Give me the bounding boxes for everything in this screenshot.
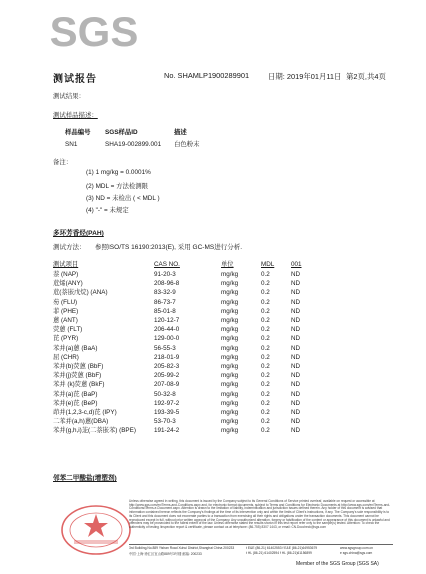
sgs-sample-id: SHA19-002899.001	[105, 141, 162, 148]
testing-seal-stamp	[56, 494, 140, 558]
mdl-cell: 0.2	[261, 335, 270, 343]
table-row	[53, 353, 321, 362]
unit-cell: mg/kg	[221, 390, 239, 398]
cas-no-cell: 129-00-0	[154, 335, 180, 343]
unit-cell: mg/kg	[221, 409, 239, 417]
unit-cell: mg/kg	[221, 418, 239, 426]
legal-disclaimer: Unless otherwise agreed in writing, this document is issued by the Company subject to its General Conditions of Service printed overleaf, available on request or accessible at http://www.sgs.com/en/Terms-and-Conditions.aspx and, for electronic format documents, subject to Terms and Conditions for Electronic Documents at http://www.sgs.com/en/Terms-and-Conditions/Terms-e-Document.aspx. Attention is drawn to the limitation of liability, indemnification and jurisdiction issues defined therein. Any holder of this document is advised that information contained hereon reflects the Company's findings at the time of its intervention only and within the limits of Client's instructions, if any. The Company's sole responsibility is to its Client and this document does not exonerate parties to a transaction from exercising all their rights and obligations under the transaction documents. This document cannot be reproduced except in full, without prior written approval of the Company. Any unauthorized alteration, forgery or falsification of the content or appearance of this document is unlawful and offenders may be prosecuted to the fullest extent of the law. Unless otherwise stated the results shown in this test report refer only to the sample(s) tested. Attention: To check the authenticity of testing /inspection report & certificate, please contact us at telephone: (86-755) 8307 1443, or email: CN.Doccheck@sgs.com	[129, 499, 391, 529]
result-001-cell: ND	[291, 363, 301, 371]
unit-cell: mg/kg	[221, 353, 239, 361]
table-row	[53, 417, 321, 426]
test-item-cell: 屈 (CHR)	[53, 353, 79, 361]
unit-cell: mg/kg	[221, 399, 239, 407]
pah-results-table	[53, 260, 321, 436]
report-date: 日期: 2019年01月11日	[268, 72, 342, 81]
test-result-label: 测试结果：	[53, 93, 85, 100]
test-item-cell: 芘 (PYR)	[53, 335, 79, 343]
email-link[interactable]: e sgs.china@sgs.com	[340, 551, 373, 555]
mdl-cell: 0.2	[261, 353, 270, 361]
cas-no-cell: 218-01-9	[154, 353, 180, 361]
mdl-cell: 0.2	[261, 271, 270, 278]
cas-no-cell: 86-73-7	[154, 298, 176, 306]
table-row	[53, 380, 321, 389]
page-number: 第2页,共4页	[346, 72, 386, 81]
cas-no-cell: 85-01-8	[154, 307, 176, 315]
result-001-cell: ND	[291, 427, 301, 435]
unit-cell: mg/kg	[221, 372, 239, 380]
test-item-cell: 苯并(a)芘 (BaP)	[53, 390, 98, 398]
result-001-cell: ND	[291, 344, 301, 352]
test-item-cell: 茚并(1,2,3-c,d)芘 (IPY)	[53, 409, 117, 417]
test-item-cell: 苯并(b)荧蒽 (BbF)	[53, 363, 104, 371]
result-001-cell: ND	[291, 307, 301, 315]
pah-table-body	[53, 270, 321, 436]
unit-cell: mg/kg	[221, 289, 239, 297]
phthalate-section-title: 邻苯二甲酸盐(增塑剂)	[53, 475, 117, 482]
sgs-sample-id-header: SGS样品ID	[105, 129, 138, 136]
cas-no-cell: 193-39-5	[154, 409, 180, 417]
cas-no-cell: 205-99-2	[154, 372, 180, 380]
telephone-cn: t HL (86-21) 61402594 f HL (86-21)61156899	[246, 551, 312, 555]
footer-divider	[129, 544, 393, 545]
mdl-cell: 0.2	[261, 418, 270, 426]
cas-no-cell: 191-24-2	[154, 427, 180, 435]
table-row	[53, 390, 321, 399]
sample-desc-label: 测试样品描述：	[53, 112, 98, 119]
sgs-member-note: Member of the SGS Group (SGS SA)	[296, 561, 379, 567]
result-001-cell: ND	[291, 381, 301, 389]
table-row	[53, 298, 321, 307]
cas-no-cell: 208-96-8	[154, 280, 180, 288]
test-item-cell: 二苯并(a,h)蒽(DBA)	[53, 418, 109, 426]
result-001-cell: ND	[291, 280, 301, 288]
unit-cell: mg/kg	[221, 344, 239, 352]
sample-table-header	[65, 127, 187, 136]
mdl-cell: 0.2	[261, 326, 270, 334]
mdl-cell: 0.2	[261, 399, 270, 407]
mdl-cell: 0.2	[261, 427, 270, 435]
table-row	[53, 334, 321, 343]
col-header-001: 001	[291, 261, 302, 269]
mdl-cell: 0.2	[261, 344, 270, 352]
result-001-cell: ND	[291, 289, 301, 297]
cas-no-cell: 192-97-2	[154, 399, 180, 407]
table-row	[53, 325, 321, 334]
unit-cell: mg/kg	[221, 280, 239, 288]
unit-cell: mg/kg	[221, 363, 239, 371]
test-item-cell: 苯并(j)荧蒽 (BbF)	[53, 372, 102, 380]
result-001-cell: ND	[291, 353, 301, 361]
test-item-cell: 菲 (PHE)	[53, 307, 79, 315]
result-001-cell: ND	[291, 399, 301, 407]
table-header-row	[53, 260, 321, 270]
test-item-cell: 芴 (FLU)	[53, 298, 78, 306]
table-row	[53, 362, 321, 371]
test-item-cell: 苊(萘嵌戊烷) (ANA)	[53, 289, 108, 297]
cas-no-cell: 50-32-8	[154, 390, 176, 398]
address-en: 3rd Building,No.889 Yishan Road Xuhui District,Shanghai China 200233	[129, 546, 235, 550]
result-001-cell: ND	[291, 372, 301, 380]
table-row	[53, 426, 321, 435]
unit-cell: mg/kg	[221, 335, 239, 343]
table-row	[53, 344, 321, 353]
unit-cell: mg/kg	[221, 381, 239, 389]
test-item-cell: 蒽 (ANT)	[53, 317, 78, 325]
table-row	[53, 270, 321, 279]
test-item-cell: 苯并(a)蒽 (BaA)	[53, 344, 98, 352]
description-header: 描述	[174, 129, 187, 136]
website-link[interactable]: www.sgsgroup.com.cn	[340, 546, 373, 550]
result-001-cell: ND	[291, 271, 301, 278]
table-row	[53, 288, 321, 297]
note-item: (3) ND = 未检出 ( < MDL )	[86, 195, 160, 202]
cas-no-cell: 53-70-3	[154, 418, 176, 426]
address-cn: 中国·上海·徐汇区宜山路889号3号楼 邮编: 200233	[129, 552, 202, 556]
result-001-cell: ND	[291, 418, 301, 426]
sample-no-header: 样品编号	[65, 129, 91, 136]
table-row	[53, 371, 321, 380]
mdl-cell: 0.2	[261, 289, 270, 297]
cas-no-cell: 120-12-7	[154, 317, 180, 325]
col-header-mdl: MDL	[261, 261, 275, 269]
result-001-cell: ND	[291, 335, 301, 343]
col-header-cas: CAS NO.	[154, 261, 180, 269]
sgs-logo-text: SGS	[49, 8, 139, 54]
col-header-test-item: 测试项目	[53, 261, 79, 269]
test-item-cell: 荧蒽 (FLT)	[53, 326, 83, 334]
sample-description: 白色粉末	[174, 141, 200, 148]
result-001-cell: ND	[291, 409, 301, 417]
mdl-cell: 0.2	[261, 381, 270, 389]
result-001-cell: ND	[291, 326, 301, 334]
unit-cell: mg/kg	[221, 271, 239, 278]
test-item-cell: 苯并 (k)荧蒽 (BkF)	[53, 381, 105, 389]
mdl-cell: 0.2	[261, 317, 270, 325]
cas-no-cell: 56-55-3	[154, 344, 176, 352]
telephone-en: t E&E (86-21) 61402553 f E&E (86-21)64953679	[246, 546, 318, 550]
unit-cell: mg/kg	[221, 307, 239, 315]
unit-cell: mg/kg	[221, 317, 239, 325]
mdl-cell: 0.2	[261, 372, 270, 380]
table-row	[53, 408, 321, 417]
test-item-cell: 苯并(e)芘 (BeP)	[53, 399, 98, 407]
unit-cell: mg/kg	[221, 326, 239, 334]
table-row	[53, 316, 321, 325]
cas-no-cell: 91-20-3	[154, 271, 176, 278]
mdl-cell: 0.2	[261, 363, 270, 371]
test-method-text: 参照ISO/TS 16190:2013(E), 采用 GC-MS进行分析.	[95, 244, 243, 251]
note-item: (1) 1 mg/kg = 0.0001%	[86, 169, 151, 176]
mdl-cell: 0.2	[261, 298, 270, 306]
notes-label: 备注：	[53, 159, 73, 166]
sample-table-row	[65, 139, 200, 148]
mdl-cell: 0.2	[261, 307, 270, 315]
result-001-cell: ND	[291, 317, 301, 325]
test-item-cell: 苯并(g,h,i)苝(二萘嵌苯) (BPE)	[53, 427, 136, 435]
mdl-cell: 0.2	[261, 390, 270, 398]
cas-no-cell: 205-82-3	[154, 363, 180, 371]
col-header-unit: 单位	[221, 261, 234, 269]
test-item-cell: 苊烯(ANY)	[53, 280, 83, 288]
note-item: (2) MDL = 方法检测限	[86, 183, 149, 190]
sample-no: SN1	[65, 141, 78, 148]
table-row	[53, 279, 321, 288]
report-number: No. SHAMLP1900289901	[164, 71, 250, 80]
report-title: 测试报告	[53, 74, 97, 85]
mdl-cell: 0.2	[261, 409, 270, 417]
cas-no-cell: 206-44-0	[154, 326, 180, 334]
test-method-label: 测试方法：	[53, 244, 86, 251]
mdl-cell: 0.2	[261, 280, 270, 288]
pah-section-title: 多环芳香烃(PAH)	[53, 230, 104, 237]
unit-cell: mg/kg	[221, 298, 239, 306]
sgs-logo	[43, 6, 146, 54]
cas-no-cell: 207-08-9	[154, 381, 180, 389]
note-item: (4) "-" = 未规定	[86, 207, 129, 214]
unit-cell: mg/kg	[221, 427, 239, 435]
test-item-cell: 萘 (NAP)	[53, 271, 79, 278]
cas-no-cell: 83-32-9	[154, 289, 176, 297]
table-row	[53, 399, 321, 408]
test-method	[53, 242, 242, 251]
table-row	[53, 307, 321, 316]
result-001-cell: ND	[291, 298, 301, 306]
result-001-cell: ND	[291, 390, 301, 398]
